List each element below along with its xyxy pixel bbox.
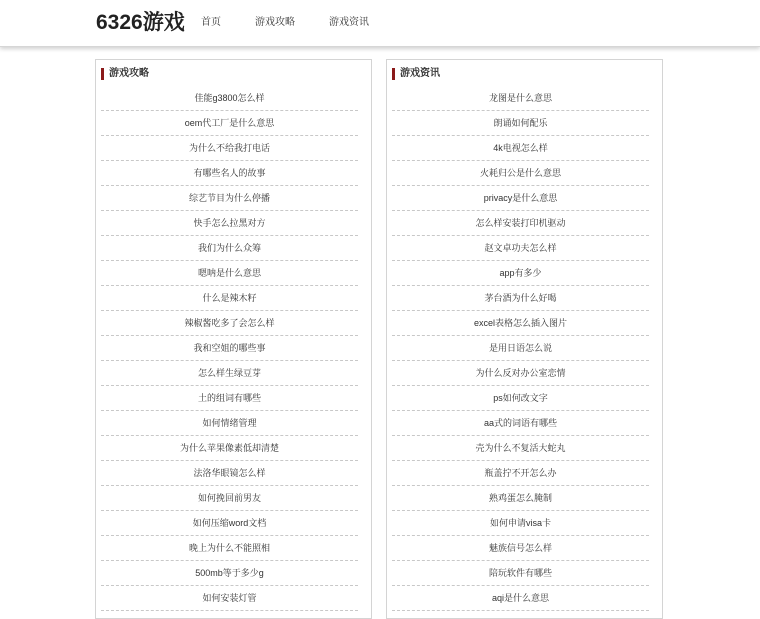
list-item-link[interactable]: excel表格怎么插入图片 [392,311,649,336]
list-item-link[interactable]: oem代工厂是什么意思 [101,111,358,136]
list-item-link[interactable]: app有多少 [392,261,649,286]
panel-title: 游戏攻略 [96,62,371,86]
site-header [0,0,760,47]
list-item-link[interactable]: 瓶盖拧不开怎么办 [392,461,649,486]
list-item-link[interactable]: 综艺节目为什么停播 [101,186,358,211]
list-item-link[interactable]: 4k电视怎么样 [392,136,649,161]
list-item-link[interactable]: 我和空姐的哪些事 [101,336,358,361]
list-item-link[interactable]: 魅族信号怎么样 [392,536,649,561]
list-item-link[interactable]: 为什么苹果像素低却清楚 [101,436,358,461]
nav-item-home[interactable]: 首页 [201,17,221,28]
list-item-link[interactable]: 我们为什么众筹 [101,236,358,261]
game-guides-panel [95,59,372,619]
game-guides-list [96,86,371,611]
main-nav [201,0,403,46]
list-item-link[interactable]: 如何压缩word文档 [101,511,358,536]
list-item-link[interactable]: 为什么反对办公室恋情 [392,361,649,386]
list-item-link[interactable]: 法洛华眼镜怎么样 [101,461,358,486]
site-logo[interactable]: 6326游戏 [96,11,185,34]
panel-title: 游戏资讯 [387,62,662,86]
list-item-link[interactable]: privacy是什么意思 [392,186,649,211]
list-item-link[interactable]: 佳能g3800怎么样 [101,86,358,111]
list-item-link[interactable]: 熟鸡蛋怎么腌制 [392,486,649,511]
list-item-link[interactable]: 火耗归公是什么意思 [392,161,649,186]
list-item-link[interactable]: 如何申请visa卡 [392,511,649,536]
list-item-link[interactable]: 朗诵如何配乐 [392,111,649,136]
list-item-link[interactable]: aa式的词语有哪些 [392,411,649,436]
list-item-link[interactable]: 辣椒酱吃多了会怎么样 [101,311,358,336]
list-item-link[interactable]: 怎么样生绿豆芽 [101,361,358,386]
list-item-link[interactable]: ps如何改文字 [392,386,649,411]
list-item-link[interactable]: 怎么样安装打印机驱动 [392,211,649,236]
list-item-link[interactable]: 陪玩软件有哪些 [392,561,649,586]
list-item-link[interactable]: 壳为什么不复活大蛇丸 [392,436,649,461]
list-item-link[interactable]: 晚上为什么不能照相 [101,536,358,561]
list-item-link[interactable]: 如何挽回前男友 [101,486,358,511]
list-item-link[interactable]: 赵文卓功夫怎么样 [392,236,649,261]
list-item-link[interactable]: 土的组词有哪些 [101,386,358,411]
list-item-link[interactable]: 嗯呐是什么意思 [101,261,358,286]
list-item-link[interactable]: 茅台酒为什么好喝 [392,286,649,311]
list-item-link[interactable]: 龙图是什么意思 [392,86,649,111]
list-item-link[interactable]: aqi是什么意思 [392,586,649,611]
list-item-link[interactable]: 什么是辣木籽 [101,286,358,311]
game-news-panel [386,59,663,619]
nav-item-game-news[interactable]: 游戏资讯 [329,17,369,28]
list-item-link[interactable]: 如何情绪管理 [101,411,358,436]
list-item-link[interactable]: 快手怎么拉黑对方 [101,211,358,236]
nav-item-game-guides[interactable]: 游戏攻略 [255,17,295,28]
list-item-link[interactable]: 是用日语怎么说 [392,336,649,361]
list-item-link[interactable]: 为什么不给我打电话 [101,136,358,161]
list-item-link[interactable]: 500mb等于多少g [101,561,358,586]
list-item-link[interactable]: 如何安装灯管 [101,586,358,611]
list-item-link[interactable]: 有哪些名人的故事 [101,161,358,186]
game-news-list [387,86,662,611]
